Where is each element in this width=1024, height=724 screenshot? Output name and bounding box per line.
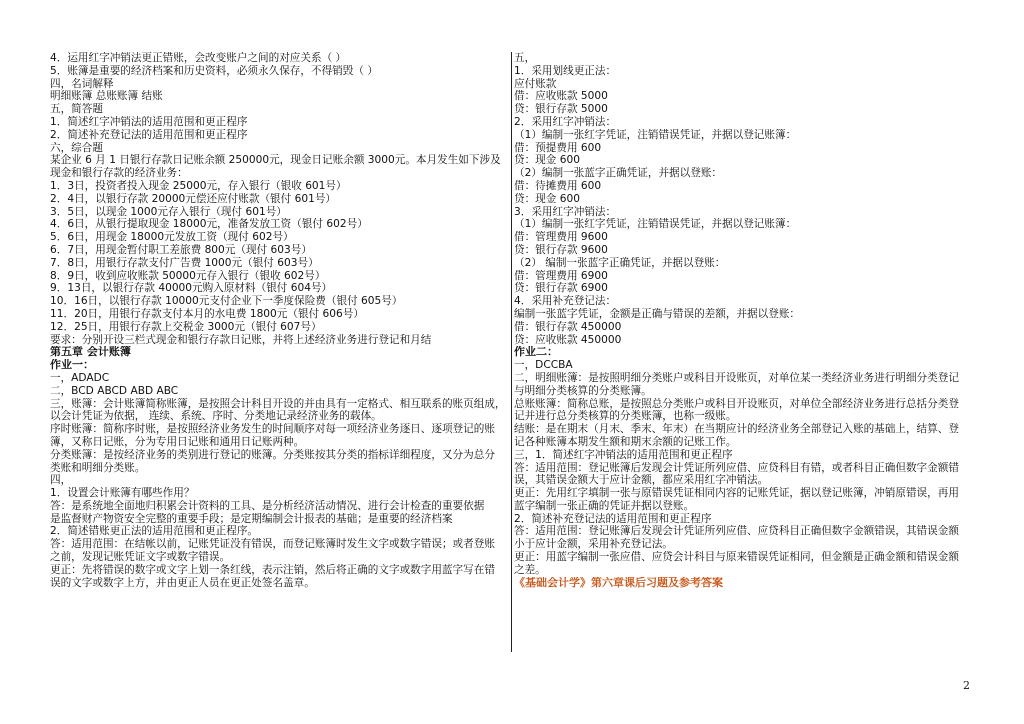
right-text-line: 贷：银行存款 9600 [514, 243, 608, 256]
right-text-line: 贷：银行存款 5000 [514, 103, 608, 116]
left-text-line: 四，名词解释 [50, 77, 114, 90]
left-text-line: 六，综合题 [50, 141, 103, 154]
left-text-line: 三，账簿：会计账簿简称账簿，是按照会计科目开设的并由具有一定格式、相互联系的账页组成， [50, 397, 506, 410]
right-text-line: （2） 编制一张蓝字正确凭证，并据以登账： [514, 256, 726, 269]
right-text-line: 蓝字编制一张正确的凭证并据以登账。 [514, 499, 695, 512]
right-text-line: 答：适用范围：登记账簿后发现会计凭证所列应借、应贷科目有错，或者科目正确但数字金额错 [514, 461, 959, 474]
right-text-line: 误，其错误金额大于应计金额，都应采用红字冲销法。 [514, 474, 769, 487]
left-text-line: 3．5日，以现金 1000元存入银行（现付 601号） [50, 205, 287, 218]
left-text-line: 5．账簿是重要的经济档案和历史资料，必须永久保存，不得销毁（ ） [50, 64, 378, 77]
right-text-line: 三，1．简述红字冲销法的适用范围和更正程序 [514, 448, 733, 461]
left-text-line: 分类账簿：是按经济业务的类别进行登记的账簿。分类账按其分类的指标详细程度，又分为总分 [50, 448, 495, 461]
left-text-line: 4．6日，从银行提取现金 18000元，准备发放工资（银付 602号） [50, 218, 368, 231]
left-column [50, 52, 512, 652]
right-text-line: 借：银行存款 450000 [514, 320, 622, 333]
left-text-line: 答：是系统地全面地归积累会计资料的工具、是分析经济活动情况、进行会计检查的重要依据 [50, 499, 485, 512]
right-text-line: 记并进行总分类核算的分类账簿，也称一级账。 [514, 410, 737, 423]
right-text-line: 贷：应收账款 450000 [514, 333, 622, 346]
right-text-line: 借：应收账款 5000 [514, 90, 608, 103]
right-text-line: 借：管理费用 9600 [514, 231, 608, 244]
right-text-line: 更正：用蓝字编制一张应借、应贷会计科目与原来错误凭证相同，但金额是正确金额和错误金额 [514, 551, 959, 564]
right-text-line: 编制一张蓝字凭证，金额是正确与错误的差额，并据以登账： [514, 307, 801, 320]
right-text-line: 一，DCCBA [514, 359, 573, 372]
left-text-line: 7．8日，用银行存款支付广告费 1000元（银付 603号） [50, 256, 319, 269]
right-text-line: 借：管理费用 6900 [514, 269, 608, 282]
right-text-line: （1）编制一张红字凭证，注销错误凭证，并据以登记账簿： [514, 128, 797, 141]
left-text-line: 某企业 6 月 1 日银行存款日记账余额 250000元，现金日记账余额 3000元。本月发生如下涉及 [50, 154, 501, 167]
right-text-line: 答：适用范围：登记账簿后发现会计凭证所列应借、应贷科目正确但数字金额错误，其错误金额 [514, 525, 959, 538]
right-text-line: 与明细分类核算的分类账簿。 [514, 384, 652, 397]
right-text-line: 3．采用红字冲销法： [514, 205, 617, 218]
right-text-line: 2．采用红字冲销法： [514, 115, 617, 128]
left-text-line: 五，简答题 [50, 103, 103, 116]
right-text-line: （2）编制一张蓝字正确凭证，并据以登账： [514, 167, 723, 180]
left-text-line: 答：适用范围：在结帐以前，记账凭证没有错误，而登记账簿时发生文字或数字错误；或者登账 [50, 538, 495, 551]
left-text-line: 9．13日，以银行存款 40000元购入原材料（银付 604号） [50, 282, 333, 295]
left-text-line: 2．简述补充登记法的适用范围和更正程序 [50, 128, 248, 141]
right-text-line: 作业二： [514, 346, 558, 359]
left-text-line: 8．9日，收到应收账款 50000元存入银行（银收 602号） [50, 269, 326, 282]
right-text-line: 更正：先用红字填制一张与原错误凭证相同内容的记账凭证，据以登记账簿，冲销原错误，再用 [514, 487, 959, 500]
right-text-line: 之差。 [514, 563, 546, 576]
left-text-line: 二，BCD ABCD ABD ABC [50, 384, 179, 397]
page-number: 2 [963, 679, 970, 692]
left-text-line: 2．简述错账更正法的适用范围和更正程序。 [50, 525, 259, 538]
left-text-line: 6．7日，用现金暂付职工差旅费 800元（现付 603号） [50, 243, 312, 256]
right-text-line: 《基础会计学》第六章课后习题及参考答案 [514, 576, 723, 589]
right-text-line: （1）编制一张红字凭证，注销错误凭证，并据以登记账簿： [514, 218, 797, 231]
left-text-line: 2．4日，以银行存款 20000元偿还应付账款（银付 601号） [50, 192, 337, 205]
left-text-line: 之前，发现记账凭证文字或数字错误。 [50, 551, 231, 564]
right-text-line: 贷：现金 600 [514, 154, 580, 167]
left-text-line: 1．简述红字冲销法的适用范围和更正程序 [50, 115, 248, 128]
right-text-line: 4．采用补充登记法： [514, 295, 617, 308]
left-text-line: 10．16日，以银行存款 10000元支付企业下一季度保险费（银付 605号） [50, 295, 403, 308]
left-text-line: 更正：先将错误的数字或文字上划一条红线，表示注销，然后将正确的文字或数字用蓝字写在错 [50, 563, 495, 576]
left-text-line: 要求：分别开设三栏式现金和银行存款日记账，并将上述经济业务进行登记和月结 [50, 333, 432, 346]
right-text-line: 小于应计金额，采用补充登记法。 [514, 538, 673, 551]
left-text-line: 5．6日，用现金 18000元发放工资（现付 602号） [50, 231, 294, 244]
right-text-line: 2．简述补充登记法的适用范围和更正程序 [514, 512, 712, 525]
right-text-line: 贷：现金 600 [514, 192, 580, 205]
right-text-line: 结账：是在期末（月末、季末、年末）在当期应计的经济业务全部登记入账的基础上，结算、登 [514, 423, 959, 436]
left-text-line: 是监督财产物资安全完整的重要手段；是定期编制会计报表的基础；是重要的经济档案 [50, 512, 453, 525]
right-text-line: 1．采用划线更正法： [514, 64, 617, 77]
left-text-line: 序时账簿：简称序时账，是按照经济业务发生的时间顺序对每一项经济业务逐日、逐项登记的账 [50, 423, 495, 436]
left-text-line: 四， [50, 474, 72, 487]
right-text-line: 二，明细账簿：是按照明细分类账户或科目开设账页，对单位某一类经济业务进行明细分类登记 [514, 371, 959, 384]
right-text-line: 借：预提费用 600 [514, 141, 602, 154]
left-text-line: 1．设置会计账簿有哪些作用？ [50, 487, 195, 500]
left-text-line: 明细账簿 总账账簿 结账 [50, 90, 163, 103]
left-text-line: 12．25日，用银行存款上交税金 3000元（银付 607号） [50, 320, 322, 333]
left-text-line: 以会计凭证为依据， 连续、系统、序时、分类地记录经济业务的载体。 [50, 410, 382, 423]
right-text-line: 五， [514, 52, 536, 64]
left-text-line: 4．运用红字冲销法更正错账，会改变账户之间的对应关系（ ） [50, 52, 347, 64]
left-text-line: 11．20日，用银行存款支付本月的水电费 1800元（银付 606号） [50, 307, 364, 320]
left-text-line: 类账和明细分类账。 [50, 461, 146, 474]
right-text-line: 总账账簿：简称总账，是按照总分类账户或科目开设账页，对单位全部经济业务进行总括分类登 [514, 397, 959, 410]
left-text-line: 作业一： [50, 359, 94, 372]
right-text-line: 记各种账簿本期发生额和期末余额的记账工作。 [514, 435, 737, 448]
left-text-line: 1．3日，投资者投入现金 25000元，存入银行（银收 601号） [50, 179, 347, 192]
left-text-line: 簿，又称日记账，分为专用日记账和通用日记账两种。 [50, 435, 305, 448]
left-text-line: 现金和银行存款的经济业务： [50, 167, 188, 180]
left-text-line: 误的文字或数字上方，并由更正人员在更正处签名盖章。 [50, 576, 315, 589]
left-text-line: 第五章 会计账簿 [50, 346, 131, 359]
right-column [514, 52, 976, 589]
left-text-line: 一，ADADC [50, 371, 110, 384]
right-text-line: 借：待摊费用 600 [514, 179, 602, 192]
right-text-line: 贷：银行存款 6900 [514, 282, 608, 295]
right-text-line: 应付账款 [514, 77, 557, 90]
